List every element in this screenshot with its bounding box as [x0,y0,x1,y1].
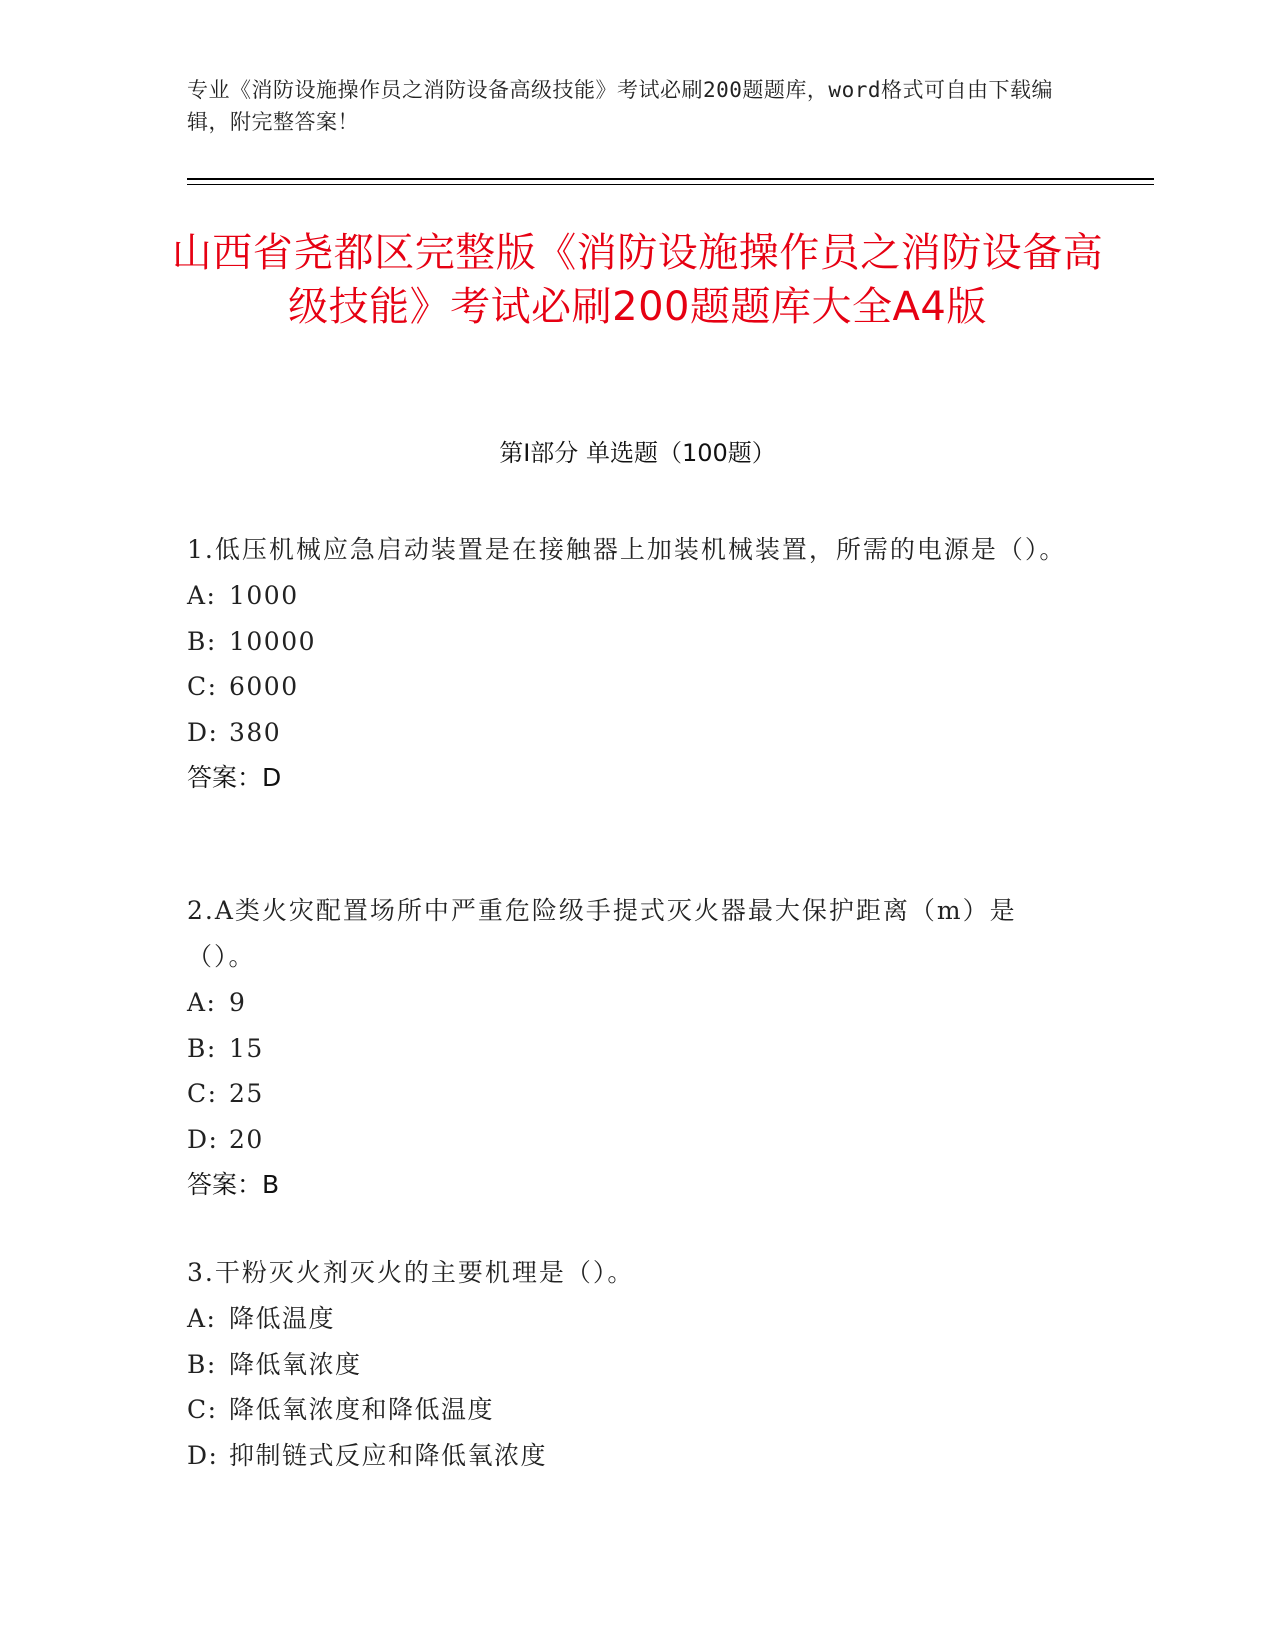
option-d [187,1433,1067,1479]
option-d [187,710,1067,756]
document-title: 山西省尧都区完整版《消防设施操作员之消防设备高级技能》考试必刷200题题库大全A4版 [171,230,1104,330]
option-text: 降低氧浓度和降低温度 [229,1395,495,1424]
answer-line: 答案：B [187,1170,280,1199]
header-note: 专业《消防设施操作员之消防设备高级技能》考试必刷200题题库，word格式可自由下载编辑，附完整答案！ [187,78,1053,134]
question-3 [187,1250,1067,1478]
option-text: 380 [229,717,282,747]
option-letter: A: [187,581,217,610]
header-divider-thick [187,178,1154,180]
answer-line: 答案：D [187,763,282,792]
option-d [187,1117,1067,1163]
option-text: 降低氧浓度 [229,1349,362,1379]
option-text: 20 [229,1124,264,1154]
option-letter: D: [187,1124,219,1154]
option-text: 25 [229,1079,264,1108]
option-b [187,619,1067,665]
option-letter: D: [187,717,219,747]
option-letter: A: [187,1304,217,1333]
option-text: 1000 [229,581,299,610]
option-b [187,1026,1067,1072]
option-letter: C: [187,1395,218,1424]
section-heading: 第Ⅰ部分 单选题（100题） [499,439,776,467]
option-c [187,664,1067,710]
question-stem: 3.干粉灭火剂灭火的主要机理是（）。 [187,1258,635,1287]
option-c [187,1071,1067,1117]
option-letter: B: [187,1033,217,1063]
header-divider-thin [187,184,1154,185]
option-letter: C: [187,1079,218,1108]
option-a [187,980,1067,1026]
question-1 [187,527,1067,801]
question-stem: 1.低压机械应急启动装置是在接触器上加装机械装置，所需的电源是（）。 [187,535,1067,564]
option-c [187,1387,1067,1433]
option-letter: B: [187,1349,217,1379]
option-b [187,1342,1067,1388]
option-text: 6000 [229,672,299,701]
option-letter: B: [187,626,217,656]
option-letter: A: [187,988,217,1017]
option-a [187,1296,1067,1342]
option-a [187,573,1067,619]
question-stem: 2.A类火灾配置场所中严重危险级手提式灭火器最大保护距离（m）是（）。 [187,896,1017,971]
option-text: 10000 [229,626,317,656]
option-letter: D: [187,1440,219,1470]
question-2 [187,888,1067,1208]
option-text: 降低温度 [229,1304,336,1333]
option-text: 抑制链式反应和降低氧浓度 [229,1440,548,1470]
option-text: 9 [229,988,247,1017]
option-letter: C: [187,672,218,701]
option-text: 15 [229,1033,264,1063]
